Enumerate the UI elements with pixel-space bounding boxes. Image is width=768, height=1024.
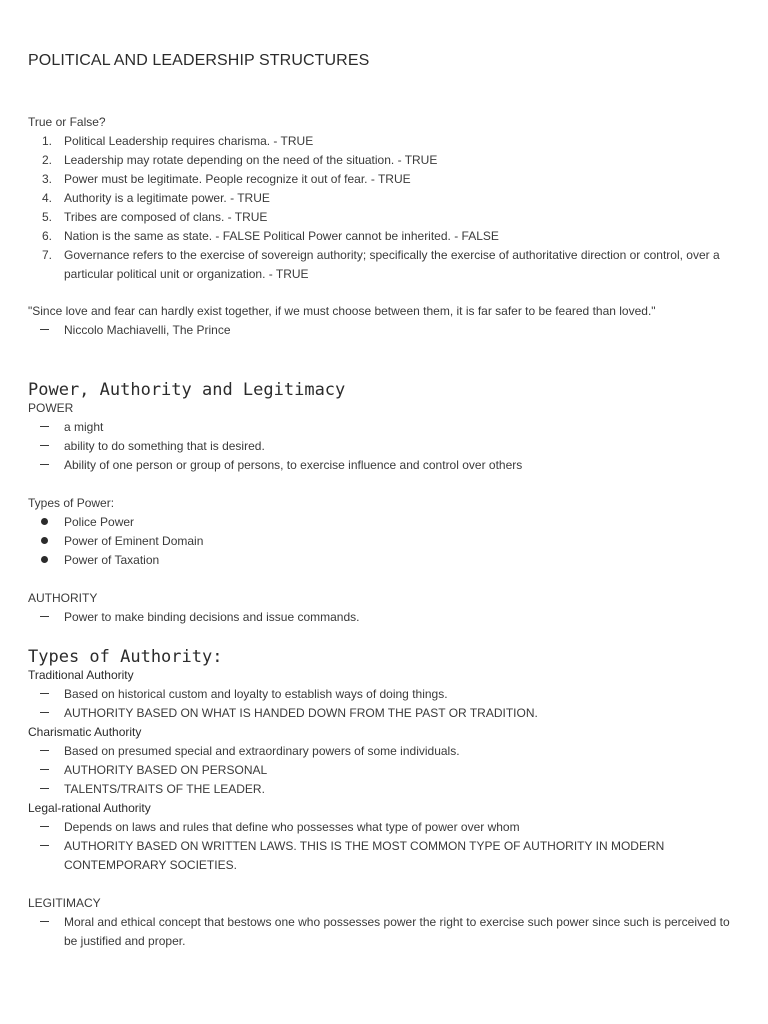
legitimacy-label: LEGITIMACY <box>28 896 101 910</box>
list-item: 1. Political Leadership requires charisma. - TRUE <box>41 134 314 148</box>
list-item: Ability of one person or group of persons, to exercise influence and control over others <box>28 456 740 475</box>
list-item: Power to make binding decisions and issue commands. <box>28 608 740 627</box>
dash-icon <box>40 704 50 723</box>
list-item: Moral and ethical concept that bestows one who possesses power the right to exercise such power since such is perceived to be justified and proper. <box>28 913 740 951</box>
dash-icon <box>40 761 50 780</box>
list-item: Power of Taxation <box>28 551 740 570</box>
list-item: 3. Power must be legitimate. People recognize it out of fear. - TRUE <box>41 172 411 186</box>
list-item: Depends on laws and rules that define who possesses what type of power over whom <box>28 818 740 837</box>
dash-icon <box>40 837 50 856</box>
legal-rational-label: Legal-rational Authority <box>28 801 151 815</box>
dash-icon <box>40 437 50 456</box>
list-item: 5. Tribes are composed of clans. - TRUE <box>41 210 268 224</box>
dash-icon <box>40 608 50 627</box>
bullet-icon <box>41 513 51 532</box>
dash-icon <box>40 685 50 704</box>
list-item: Power of Eminent Domain <box>28 532 740 551</box>
charismatic-label: Charismatic Authority <box>28 725 142 739</box>
types-of-authority-block <box>28 666 740 875</box>
quiz-heading: True or False? <box>28 115 106 129</box>
list-item: 7. Governance refers to the exercise of sovereign authority; specifically the exercise of authoritative direction or control, over a particular political unit or organization. - TRUE <box>41 248 720 281</box>
authority-block <box>28 589 740 627</box>
section-heading-types: Types of Authority: <box>28 647 223 667</box>
types-of-power-block <box>28 494 740 570</box>
types-label: Types of Power: <box>28 496 115 510</box>
list-item: AUTHORITY BASED ON WHAT IS HANDED DOWN FROM THE PAST OR TRADITION. <box>28 704 740 723</box>
list-item: AUTHORITY BASED ON PERSONAL <box>28 761 740 780</box>
dash-icon <box>40 456 50 475</box>
dash-icon <box>40 418 50 437</box>
dash-icon <box>40 321 50 340</box>
power-block <box>28 399 740 475</box>
bullet-icon <box>41 532 51 551</box>
list-item: Police Power <box>28 513 740 532</box>
dash-icon <box>40 780 50 799</box>
list-item: ability to do something that is desired. <box>28 437 740 456</box>
traditional-label: Traditional Authority <box>28 668 134 682</box>
list-item: TALENTS/TRAITS OF THE LEADER. <box>28 780 740 799</box>
list-item: AUTHORITY BASED ON WRITTEN LAWS. THIS IS THE MOST COMMON TYPE OF AUTHORITY IN MODERN CONTEMPORARY SOCIETIES. <box>28 837 740 875</box>
list-item: 4. Authority is a legitimate power. - TRUE <box>41 191 270 205</box>
authority-label: AUTHORITY <box>28 591 98 605</box>
quote-text: "Since love and fear can hardly exist together, if we must choose between them, it is far safer to be feared than loved." <box>28 304 656 318</box>
page-title: POLITICAL AND LEADERSHIP STRUCTURES <box>28 52 370 69</box>
list-item: Based on presumed special and extraordinary powers of some individuals. <box>28 742 740 761</box>
legitimacy-block <box>28 894 740 951</box>
quote-attribution: Niccolo Machiavelli, The Prince <box>28 321 740 340</box>
quiz-block <box>28 113 740 284</box>
list-item: 6. Nation is the same as state. - FALSE Political Power cannot be inherited. - FALSE <box>41 229 499 243</box>
section-heading-power: Power, Authority and Legitimacy <box>28 380 346 400</box>
quote-block <box>28 302 740 340</box>
bullet-icon <box>41 551 51 570</box>
list-item: a might <box>28 418 740 437</box>
power-label: POWER <box>28 401 74 415</box>
dash-icon <box>40 818 50 837</box>
dash-icon <box>40 913 50 932</box>
dash-icon <box>40 742 50 761</box>
list-item: 2. Leadership may rotate depending on the need of the situation. - TRUE <box>41 153 438 167</box>
list-item: Based on historical custom and loyalty to establish ways of doing things. <box>28 685 740 704</box>
